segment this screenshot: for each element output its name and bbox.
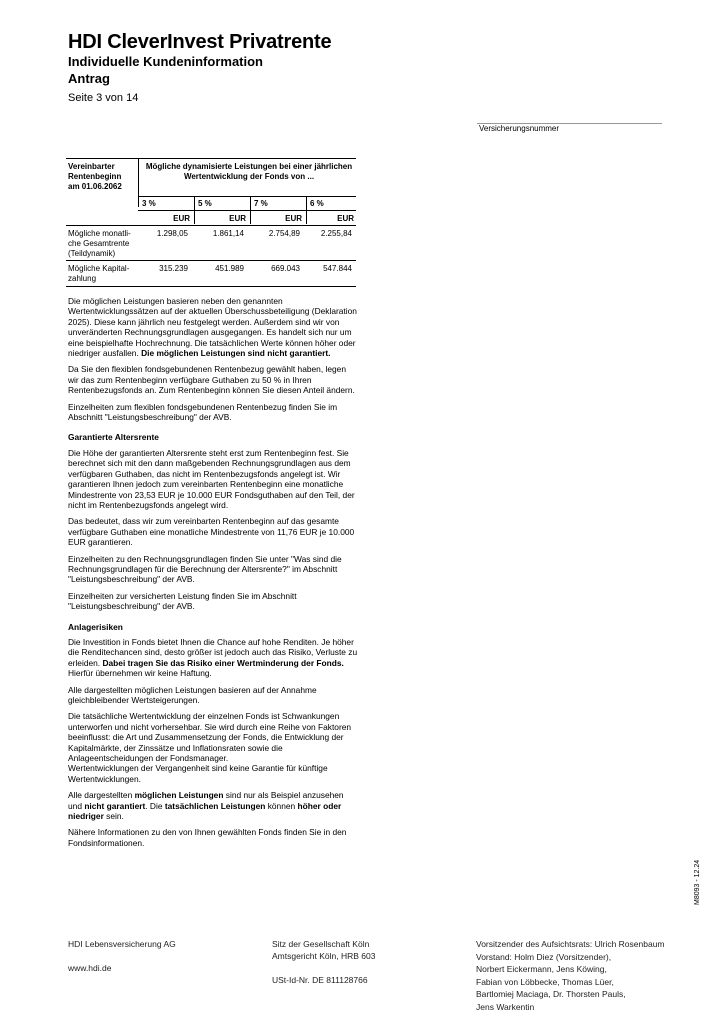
paragraph: Die Investition in Fonds bietet Ihnen die Chance auf hohe Renditen. Je höher die Renditechancen sind, desto größer ist jedoch auch das Risiko, Verluste zu erleiden. Dabei tragen Sie das Risiko einer Wertminderung der Fonds. Hierfür übernehmen wir keine Haftung. — [68, 636, 358, 679]
unit-header: EUR — [285, 214, 302, 223]
form-code: M8093 - 12.24 — [694, 859, 701, 905]
paragraph: Alle dargestellten möglichen Leistungen sind nur als Beispiel anzusehen und nicht garantiert. Die tatsächlichen Leistungen können höher oder niedriger sein. — [68, 790, 344, 822]
document-title: HDI CleverInvest Privatrente — [68, 31, 332, 53]
table-cell: 2.754,89 — [268, 229, 300, 238]
table-cell: 1.298,05 — [156, 229, 188, 238]
page-number: Seite 3 von 14 — [68, 92, 139, 104]
rate-header: 6 % — [310, 199, 324, 208]
paragraph: Nähere Informationen zu den von Ihnen gewählten Fonds finden Sie in den Fondsinformationen. — [68, 827, 347, 848]
unit-header: EUR — [229, 214, 246, 223]
paragraph: Die möglichen Leistungen basieren neben den genannten Wertentwicklungssätzen auf der aktuellen Überschussbeteiligung (Deklaration 2025). Diese kann jährlich neu festgelegt werden. Außerdem sind wir von unveränderten Rechnungsgrundlagen ausgegangen. Es handelt sich nur um eine beispielhafte Hochrechnung. Die tatsächlichen Werte können höher oder niedriger ausfallen. Die möglichen Leistungen sind nicht garantiert. — [68, 296, 357, 359]
table-cell: 1.861,14 — [212, 229, 244, 238]
benefits-table — [66, 158, 356, 290]
footer-website[interactable]: www.hdi.de — [68, 963, 112, 973]
table-cell: 547.844 — [323, 264, 352, 273]
paragraph: Wertentwicklungen der Vergangenheit sind keine Garantie für künftige Wertentwicklungen. — [68, 763, 328, 784]
unit-header: EUR — [173, 214, 190, 223]
paragraph: Die Höhe der garantierten Altersrente steht erst zum Rentenbeginn fest. Sie berechnet sich mit den dann maßgebenden Rechnungsgrundlagen aus dem verfügbaren Guthaben, das nicht im Rentenbezugsfonds angelegt ist. Wir garantieren Ihnen jedoch zum vereinbarten Rentenbeginn eine monatliche Mindestrente von 23,53 EUR je 10.000 EUR Fondsguthaben auf den Teil, der nicht im Rentenbezugsfonds angelegt wird. — [68, 447, 355, 510]
rate-header: 5 % — [198, 199, 212, 208]
table-row-header: Vereinbarter Rentenbeginn am 01.06.2062 — [68, 162, 122, 191]
document-subtitle-2: Antrag — [68, 71, 110, 86]
section-heading: Anlagerisiken — [68, 621, 123, 632]
paragraph: Einzelheiten zur versicherten Leistung finden Sie im Abschnitt "Leistungsbeschreibung" der AVB. — [68, 590, 297, 612]
footer-court: Amtsgericht Köln, HRB 603 — [272, 951, 376, 961]
table-cell: 315.239 — [159, 264, 188, 273]
unit-header: EUR — [337, 214, 354, 223]
footer-company: HDI Lebensversicherung AG — [68, 939, 176, 949]
table-column-header: Mögliche dynamisierte Leistungen bei einer jährlichen Wertentwicklung der Fonds von ... — [145, 162, 353, 181]
table-row-label: Mögliche monatli- che Gesamtrente (Teildynamik) — [68, 229, 131, 258]
rate-header: 3 % — [142, 199, 156, 208]
rate-header: 7 % — [254, 199, 268, 208]
paragraph: Alle dargestellten möglichen Leistungen basieren auf der Annahme gleichbleibender Wertsteigerungen. — [68, 684, 317, 705]
policy-number-label: Versicherungsnummer — [479, 124, 560, 133]
body-text — [68, 296, 358, 854]
footer-vat: USt-Id-Nr. DE 811128766 — [272, 975, 368, 985]
section-heading: Garantierte Altersrente — [68, 432, 159, 443]
footer-seat: Sitz der Gesellschaft Köln — [272, 939, 370, 949]
paragraph: Da Sie den flexiblen fondsgebundenen Rentenbezug gewählt haben, legen wir das zum Rentenbeginn verfügbare Guthaben zu 50 % in Ihren Rentenbezugsfonds an. Zum Rentenbeginn können Sie diesen Anteil ändern. — [68, 364, 355, 396]
table-cell: 2.255,84 — [320, 229, 352, 238]
table-row-label: Mögliche Kapital- zahlung — [68, 264, 130, 283]
paragraph: Einzelheiten zum flexiblen fondsgebundenen Rentenbezug finden Sie im Abschnitt "Leistungsbeschreibung" der AVB. — [68, 401, 338, 423]
paragraph: Die tatsächliche Wertentwicklung der einzelnen Fonds ist Schwankungen unterworfen und nicht vorhersehbar. Sie wird durch eine Reihe von Faktoren beeinflusst: die Art und Zusammensetzung der Fonds, die Entwicklung der Kapitalmärkte, der Zinssätze und Inflationsraten sowie die Anlageentscheidungen der Fondsmanager. — [68, 711, 352, 764]
paragraph: Einzelheiten zu den Rechnungsgrundlagen finden Sie unter "Was sind die Rechnungsgrundlagen für die Berechnung der Altersrente?" im Abschnitt "Leistungsbeschreibung" der AVB. — [68, 553, 342, 585]
table-cell: 669.043 — [271, 264, 300, 273]
footer-board: Vorsitzender des Aufsichtsrats: Ulrich Rosenbaum Vorstand: Holm Diez (Vorsitzender), Norbert Eickermann, Jens Köwing, Fabian von Löbbecke, Thomas Lüer, Bartlomiej Maciaga, Dr. Thorsten Pauls, Jens Warkentin — [476, 939, 665, 1012]
paragraph: Das bedeutet, dass wir zum vereinbarten Rentenbeginn auf das gesamte verfügbare Guthaben eine monatliche Mindestrente von 11,76 EUR je 10.000 EUR garantieren. — [68, 516, 355, 548]
document-subtitle: Individuelle Kundeninformation — [68, 54, 263, 69]
table-cell: 451.989 — [215, 264, 244, 273]
